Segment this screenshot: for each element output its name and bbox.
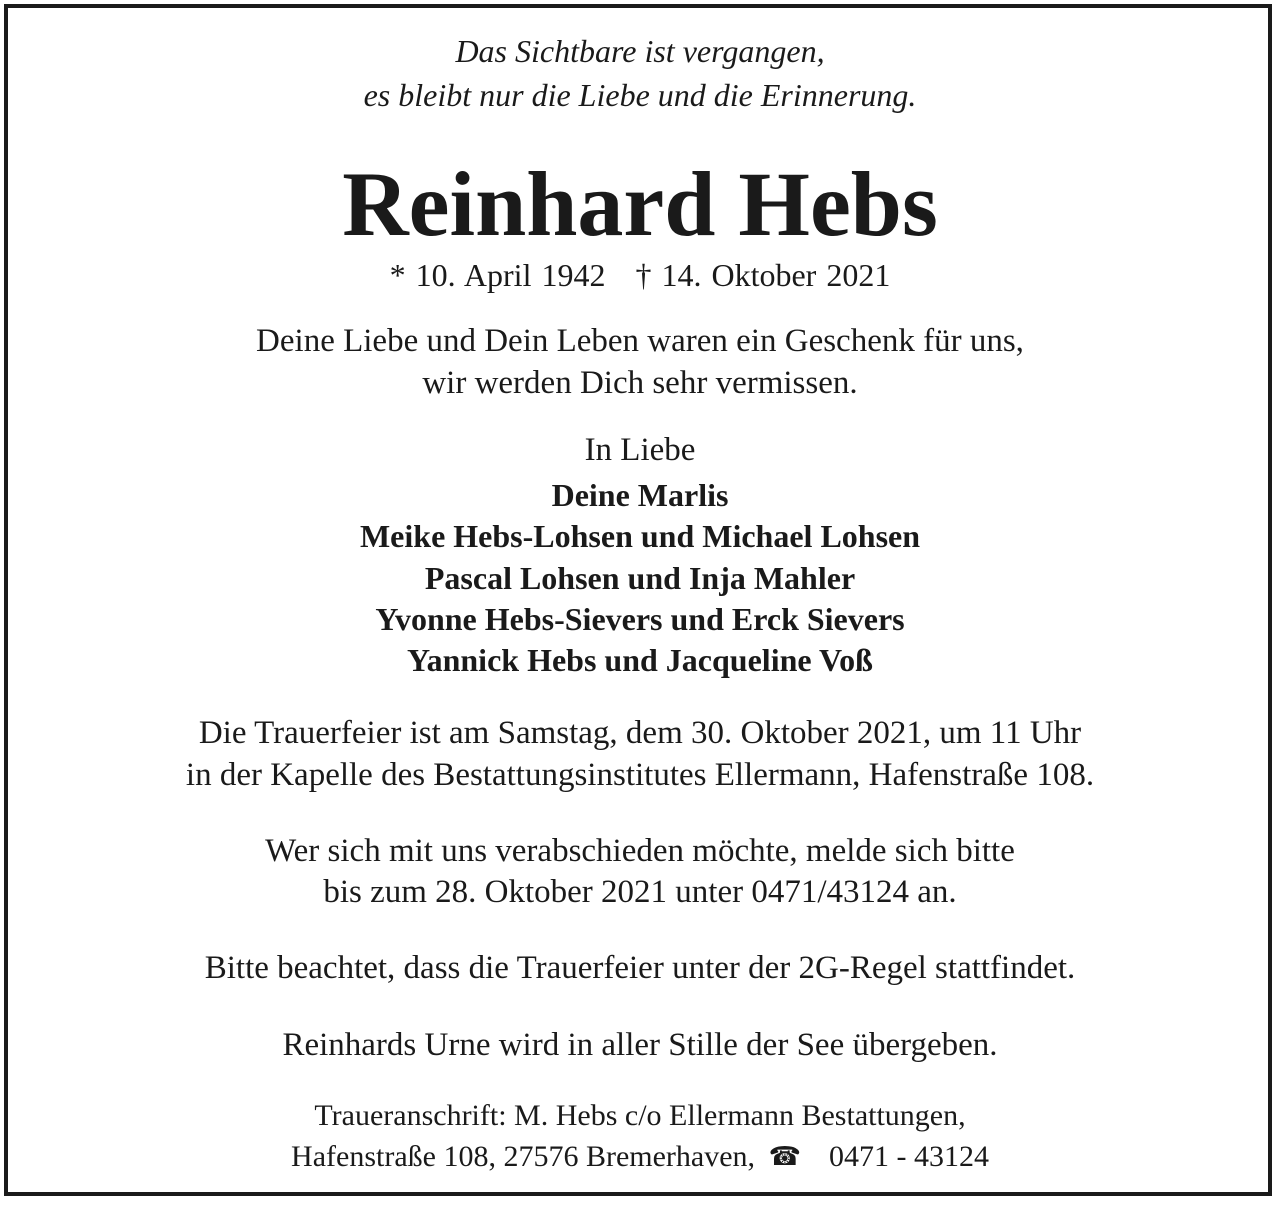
mourning-address-street: Hafenstraße 108, 27576 Bremerhaven, (291, 1140, 756, 1173)
mourner-name: Pascal Lohsen und Inja Mahler (424, 560, 856, 596)
dedication-line-2: wir werden Dich sehr vermissen. (422, 365, 858, 401)
mourning-phone-number: 0471 - 43124 (828, 1140, 989, 1173)
registration-line-2: bis zum 28. Oktober 2021 unter 0471/43124 an. (323, 874, 957, 910)
life-dates (0, 259, 1280, 291)
telephone-icon: ☎ (768, 1142, 801, 1171)
covid-notice: Bitte beachtet, dass die Trauerfeier unter der 2G-Regel stattfindet. (204, 950, 1076, 986)
mourning-address-line-2 (0, 1142, 1280, 1172)
birth-date: * 10. April 1942 (389, 257, 606, 293)
death-date: † 14. Oktober 2021 (635, 257, 891, 293)
motto-line-2: es bleibt nur die Liebe und die Erinnerung. (363, 77, 917, 113)
mourner-name: Yannick Hebs und Jacqueline Voß (407, 642, 873, 678)
ceremony-line-2: in der Kapelle des Bestattungsinstitutes Ellermann, Hafenstraße 108. (185, 757, 1095, 793)
deceased-name: Reinhard Hebs (342, 153, 938, 255)
ceremony-line-1: Die Trauerfeier ist am Samstag, dem 30. Oktober 2021, um 11 Uhr (198, 715, 1082, 751)
mourners-intro: In Liebe (584, 432, 696, 468)
mourning-address-line-1: Traueranschrift: M. Hebs c/o Ellermann Bestattungen, (314, 1099, 966, 1132)
registration-line-1: Wer sich mit uns verabschieden möchte, melde sich bitte (265, 833, 1015, 869)
urn-note: Reinhards Urne wird in aller Stille der See übergeben. (282, 1027, 998, 1063)
mourner-name: Meike Hebs-Lohsen und Michael Lohsen (359, 518, 921, 554)
mourner-name: Yvonne Hebs-Sievers und Erck Sievers (375, 601, 905, 637)
mourner-name: Deine Marlis (551, 477, 729, 513)
dedication-line-1: Deine Liebe und Dein Leben waren ein Geschenk für uns, (256, 323, 1024, 359)
motto-line-1: Das Sichtbare ist vergangen, (455, 33, 825, 69)
